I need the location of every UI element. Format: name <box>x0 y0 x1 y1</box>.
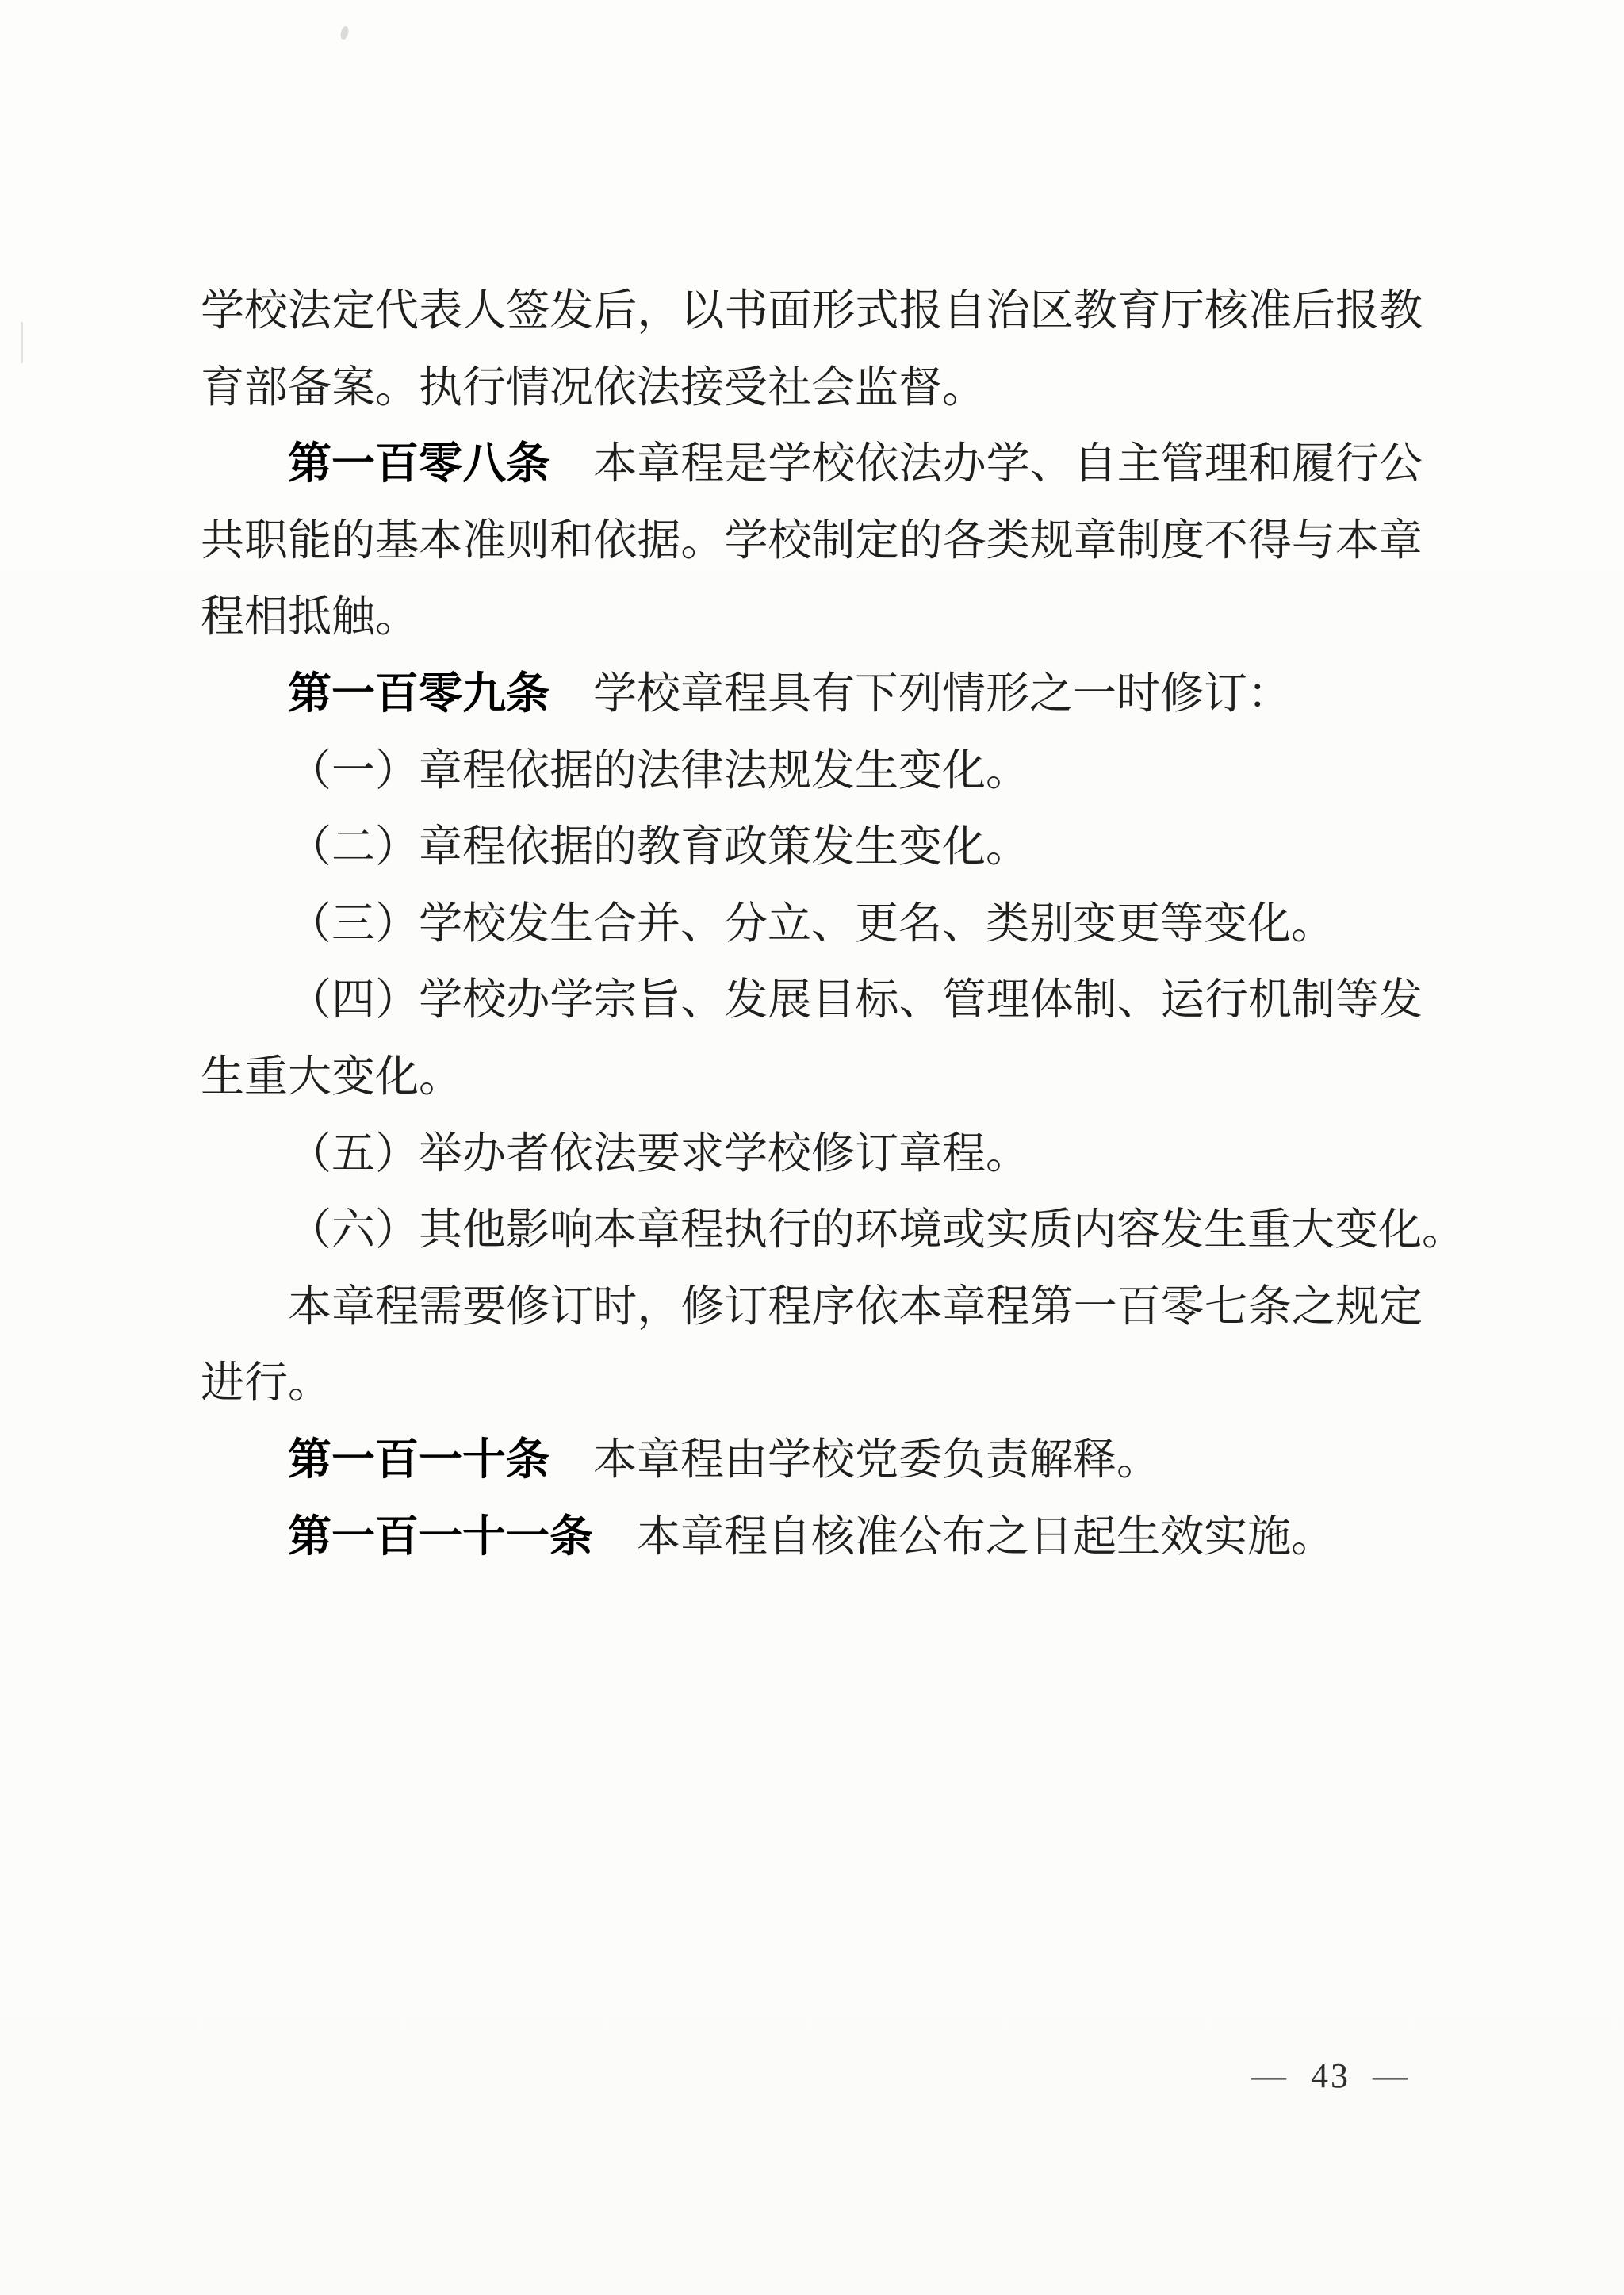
article-110-number: 第一百一十条 <box>288 1435 550 1484</box>
line-text: 程相抵触。 <box>201 592 419 642</box>
line-text: 本章程由学校党委负责解释。 <box>593 1435 1161 1484</box>
paragraph-line <box>201 1422 1423 1499</box>
line-text: 学校法定代表人签发后，以书面形式报自治区教育厅核准后报教 <box>201 286 1423 335</box>
line-text: 生重大变化。 <box>201 1052 463 1101</box>
line-text: 进行。 <box>201 1358 332 1408</box>
line-text: （二）章程依据的教育政策发生变化。 <box>288 822 1030 872</box>
line-text: 育部备案。执行情况依法接受社会监督。 <box>201 362 986 412</box>
paragraph-line <box>201 656 1423 733</box>
line-text: 共职能的基本准则和依据。学校制定的各类规章制度不得与本章 <box>201 515 1423 565</box>
line-text: 学校章程具有下列情形之一时修订： <box>593 669 1292 718</box>
list-item-1 <box>201 733 1423 810</box>
line-text: 本章程需要修订时，修订程序依本章程第一百零七条之规定 <box>288 1282 1423 1331</box>
paragraph-line <box>201 1039 1423 1116</box>
line-text: 本章程是学校依法办学、自主管理和履行公 <box>593 439 1423 489</box>
paragraph-line <box>201 1345 1423 1422</box>
line-text: （一）章程依据的法律法规发生变化。 <box>288 745 1030 795</box>
list-item-2 <box>201 809 1423 886</box>
article-109-number: 第一百零九条 <box>288 669 550 718</box>
list-item-3 <box>201 886 1423 963</box>
scan-artifact <box>339 25 350 40</box>
page-number: — 43 — <box>1251 2056 1410 2095</box>
paragraph-line <box>201 273 1423 350</box>
line-text: （五）举办者依法要求学校修订章程。 <box>288 1128 1030 1178</box>
paragraph-line <box>201 1269 1423 1346</box>
paragraph-line <box>201 579 1423 656</box>
list-item-4 <box>201 962 1423 1039</box>
charter-text-block <box>201 273 1466 1575</box>
paragraph-line <box>201 503 1423 580</box>
line-text: 本章程自核准公布之日起生效实施。 <box>637 1511 1335 1561</box>
paragraph-line <box>201 426 1423 503</box>
article-111-number: 第一百一十一条 <box>288 1511 594 1561</box>
paragraph-line <box>201 350 1423 427</box>
line-text: （四）学校办学宗旨、发展目标、管理体制、运行机制等发 <box>288 975 1423 1025</box>
list-item-6 <box>201 1192 1466 1269</box>
line-text: （六）其他影响本章程执行的环境或实质内容发生重大变化。 <box>288 1205 1466 1255</box>
article-108-number: 第一百零八条 <box>288 439 550 489</box>
line-text: （三）学校发生合并、分立、更名、类别变更等变化。 <box>288 898 1335 948</box>
scan-artifact <box>21 322 23 363</box>
list-item-5 <box>201 1116 1423 1193</box>
paragraph-line <box>201 1499 1423 1576</box>
